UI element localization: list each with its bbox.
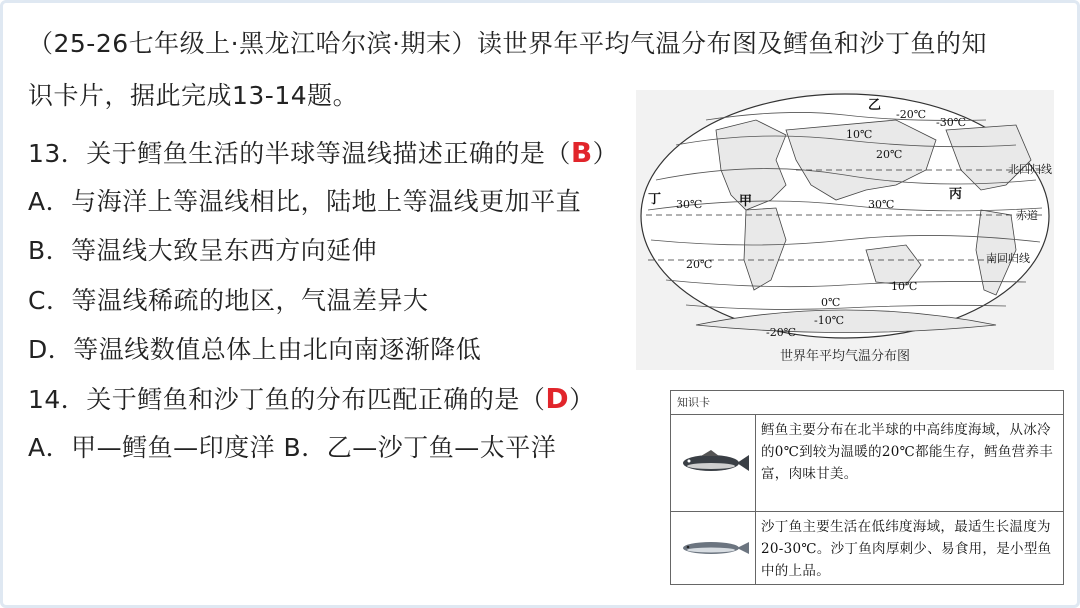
question-13-close: ）	[592, 139, 619, 168]
question-13-text: 13．关于鳕鱼生活的半球等温线描述正确的是（	[28, 139, 571, 168]
question-14-options: A．甲—鳕鱼—印度洋 B．乙—沙丁鱼—太平洋	[28, 433, 557, 462]
question-14-answer: D	[545, 382, 570, 415]
question-14-stem	[28, 383, 595, 416]
cod-fish-icon	[671, 415, 755, 512]
map-caption: 世界年平均气温分布图	[779, 349, 910, 364]
world-temperature-map	[636, 90, 1054, 370]
cod-row	[671, 415, 1063, 512]
question-14-close: ）	[569, 385, 595, 414]
map-label-ding: 丁	[648, 192, 662, 207]
knowledge-card	[670, 390, 1064, 585]
map-label-tropic-cancer: 北回归线	[1008, 163, 1052, 176]
sardine-description: 沙丁鱼主要生活在低纬度海域，最适生长温度为20-30℃。沙丁鱼肉厚刺少、易食用，是小型鱼中的上品。	[761, 519, 1052, 579]
map-label-jia: 甲	[739, 194, 753, 209]
intro-line-1: （25-26七年级上·黑龙江哈尔滨·期末）读世界年平均气温分布图及鳕鱼和沙丁鱼的知	[28, 29, 988, 58]
map-label-equator: 赤道	[1016, 209, 1038, 222]
map-label-0c: 0℃	[821, 296, 841, 309]
map-label-10c-north: 10℃	[846, 128, 873, 141]
sardine-fish-image	[671, 512, 756, 584]
question-13-stem	[28, 137, 618, 170]
map-label-30c-b: 30℃	[868, 198, 895, 211]
question-13-option-b: B．等温线大致呈东西方向延伸	[28, 236, 378, 265]
map-label-yi: 乙	[868, 98, 882, 113]
map-label-minus-20c-south: -20℃	[766, 326, 797, 339]
map-label-minus-30c: -30℃	[936, 116, 967, 129]
question-13-answer: B	[570, 136, 593, 169]
knowledge-card-title: 知识卡	[671, 391, 1063, 415]
map-label-minus-20c: -20℃	[896, 108, 927, 121]
map-label-20c-south: 20℃	[686, 258, 713, 271]
sardine-fish-icon	[671, 512, 755, 584]
question-14-text: 14．关于鳕鱼和沙丁鱼的分布匹配正确的是（	[28, 385, 546, 414]
intro-line-2: 识卡片，据此完成13-14题。	[28, 81, 359, 110]
question-13-option-c: C．等温线稀疏的地区，气温差异大	[28, 286, 429, 315]
sardine-row	[671, 512, 1063, 584]
cod-description: 鳕鱼主要分布在北半球的中高纬度海域，从冰冷的0℃到较为温暖的20℃都能生存，鳕鱼营养丰富，肉味甘美。	[761, 422, 1054, 482]
map-label-bing: 丙	[949, 187, 963, 202]
map-label-20c-north: 20℃	[876, 148, 903, 161]
map-label-minus-10c: -10℃	[814, 314, 845, 327]
map-label-30c-a: 30℃	[676, 198, 703, 211]
map-drawing	[636, 90, 1054, 370]
map-label-tropic-capricorn: 南回归线	[986, 252, 1030, 265]
cod-fish-image	[671, 415, 756, 511]
question-13-option-d: D．等温线数值总体上由北向南逐渐降低	[28, 335, 482, 364]
map-label-10c-south: 10℃	[891, 280, 918, 293]
question-13-option-a: A．与海洋上等温线相比，陆地上等温线更加平直	[28, 187, 582, 216]
